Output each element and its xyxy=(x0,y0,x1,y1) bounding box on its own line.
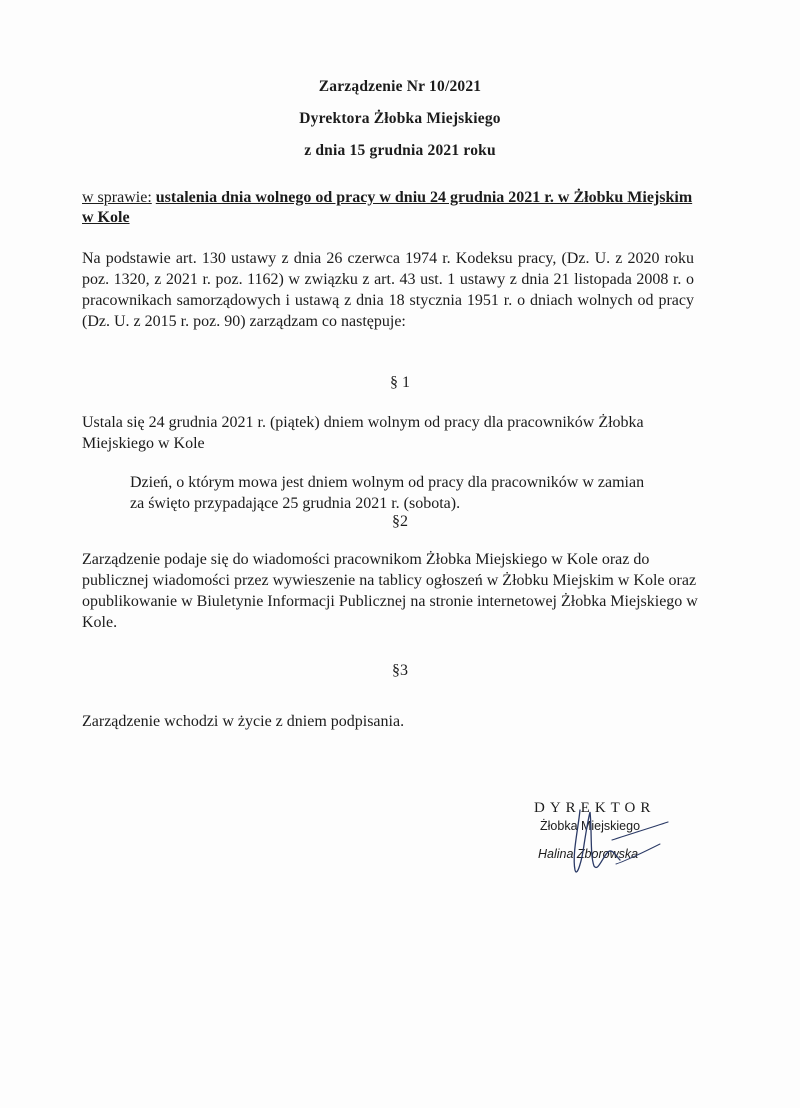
subject-lead: w sprawie: xyxy=(82,189,152,206)
section-3-mark: §3 xyxy=(392,662,408,679)
subject-text: ustalenia dnia wolnego od pracy w dniu 24 grudnia 2021 r. w Żłobku Miejskim w Kole xyxy=(82,189,693,226)
issuer-line: Dyrektora Żłobka Miejskiego xyxy=(299,110,501,127)
section-1-paragraph-2: Dzień, o którym mowa jest dniem wolnym od pracy dla pracowników w zamian za święto przypadające 25 grudnia 2021 r. (sobota). xyxy=(130,474,645,512)
signature-role: DYREKTOR xyxy=(534,800,656,816)
section-2-mark: §2 xyxy=(392,513,408,530)
section-2-paragraph: Zarządzenie podaje się do wiadomości pracownikom Żłobka Miejskiego w Kole oraz do publicznej wiadomości przez wywieszenie na tablicy ogłoszeń w Żłobku Miejskim w Kole oraz opublikowanie w Biuletynie Informacji Publicznej na stronie internetowej Żłobka Miejskiego w Kole. xyxy=(82,551,698,631)
section-1-mark: § 1 xyxy=(390,374,410,391)
section-3-paragraph: Zarządzenie wchodzi w życie z dniem podpisania. xyxy=(82,713,405,730)
document-title: Zarządzenie Nr 10/2021 xyxy=(318,78,482,95)
preamble-paragraph: Na podstawie art. 130 ustawy z dnia 26 czerwca 1974 r. Kodeksu pracy, (Dz. U. z 2020 roku poz. 1320, z 2021 r. poz. 1162) w związku z art. 43 ust. 1 ustawy z dnia 21 listopada 2008 r. o pracownikach samorządowych i ustawą z dnia 18 stycznia 1951 r. o dniach wolnych od pracy (Dz. U. z 2015 r. poz. 90) zarządzam co następuje: xyxy=(82,250,694,330)
signature-stamp xyxy=(520,800,700,890)
signature-name: Halina Zborowska xyxy=(538,847,639,861)
section-1-paragraph-1: Ustala się 24 grudnia 2021 r. (piątek) dniem wolnym od pracy dla pracowników Żłobka Miejskiego w Kole xyxy=(82,414,644,452)
signature-organization: Żłobka Miejskiego xyxy=(540,819,641,833)
handwritten-signature xyxy=(520,800,700,890)
subject-line xyxy=(82,188,694,228)
date-line: z dnia 15 grudnia 2021 roku xyxy=(304,142,496,159)
